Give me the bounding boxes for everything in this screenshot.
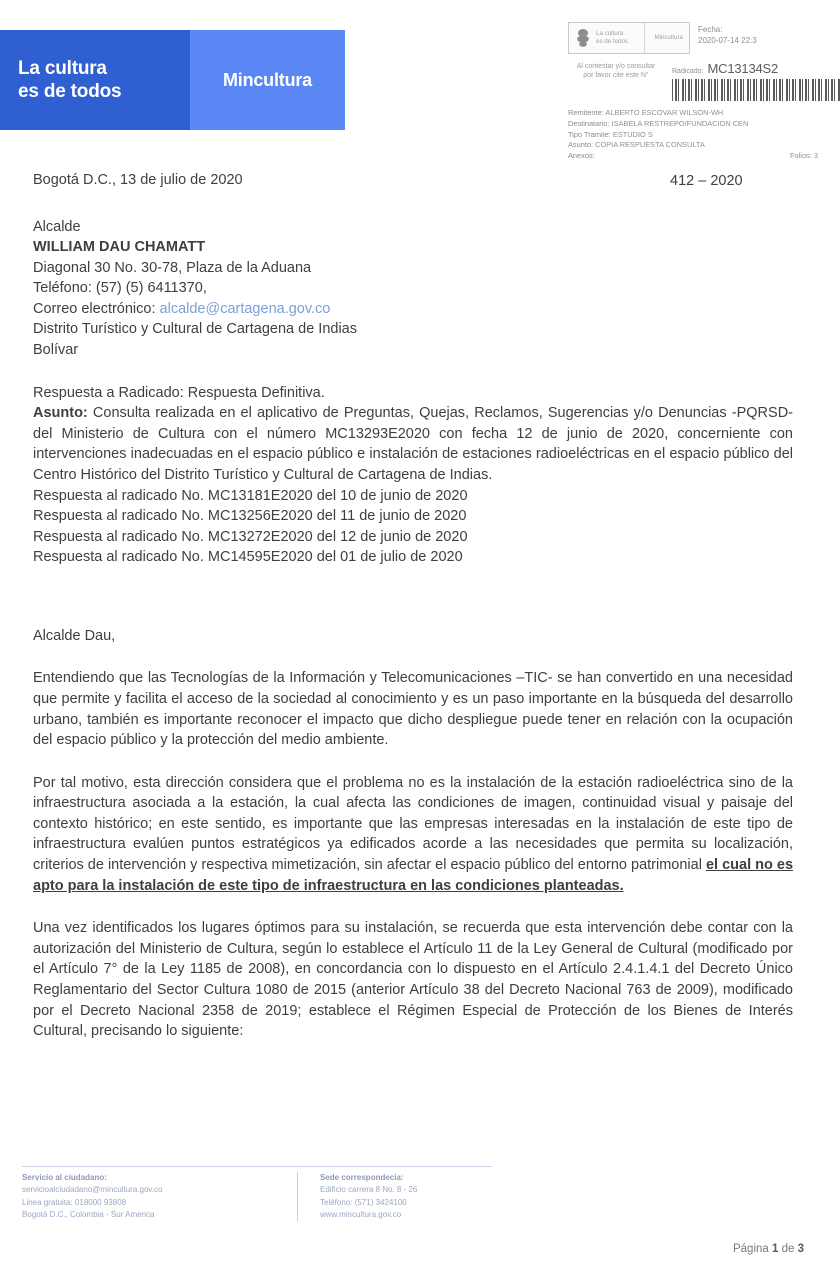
- stamp-date-block: [698, 22, 757, 47]
- stamp-date-value: 2020-07-14 22:3: [698, 35, 757, 45]
- addressee-block: [33, 217, 793, 361]
- stamp-folios-label: Folios:: [790, 151, 812, 161]
- addressee-name: WILLIAM DAU CHAMATT: [33, 239, 206, 256]
- stamp-asunto-label: Asunto:: [568, 140, 594, 150]
- reception-stamp: [568, 22, 840, 162]
- body-paragraph-1: Entendiendo que las Tecnologías de la Información y Telecomunicaciones –TIC- se han convertido en una necesidad que permite y facilita el acceso de la sociedad al conocimiento y es un paso importante en la búsqueda del desarrollo urbano, también es importante reconocer el impacto que dicho despliegue puede tener en relación con la ocupación del espacio público y la protección del medio ambiente.: [33, 670, 793, 749]
- stamp-note-line2: por favor cite este N°: [583, 72, 649, 80]
- letterhead-brand-block: [190, 30, 345, 130]
- footer-divider: [22, 1166, 492, 1167]
- stamp-destinatario-label: Destinatario:: [568, 118, 610, 128]
- letterhead-slogan-line1: La cultura: [18, 57, 107, 79]
- footer-correspondence: [297, 1172, 572, 1222]
- addressee-address: Diagonal 30 No. 30-78, Plaza de la Aduana: [33, 259, 312, 276]
- footer-correspondence-phone: Teléfono: (571) 3424100: [320, 1197, 407, 1207]
- response-type-line: Respuesta a Radicado: Respuesta Definitiva.: [33, 384, 325, 401]
- body-paragraph-2: [33, 773, 793, 896]
- letter-body: [33, 170, 793, 1042]
- stamp-middle-row: [568, 60, 840, 101]
- footer-citizen-service-heading: Servicio al ciudadano:: [22, 1173, 107, 1182]
- stamp-field-anexos-folios: [568, 151, 818, 162]
- stamp-remitente-value: ALBERTO ESCOVAR WILSON-WH: [605, 108, 724, 118]
- addressee-email-link[interactable]: alcalde@cartagena.gov.co: [159, 300, 331, 317]
- stamp-field-tipo-tramite: [568, 130, 840, 141]
- addressee-department: Bolívar: [33, 342, 79, 359]
- stamp-tipo-tramite-label: Tipo Tramite:: [568, 129, 611, 139]
- page-number-middle: de: [778, 1243, 798, 1255]
- stamp-note: [568, 60, 664, 80]
- city-and-date: Bogotá D.C., 13 de julio de 2020: [33, 172, 243, 188]
- stamp-radicado-block: [672, 60, 840, 101]
- radicado-response-item: Respuesta al radicado No. MC13181E2020 del 10 de junio de 2020: [33, 487, 468, 504]
- stamp-logo-line2: es de todos: [596, 38, 628, 45]
- subject-text: Consulta realizada en el aplicativo de Preguntas, Quejas, Reclamos, Sugerencias y/o Denuncias -PQRSD- del Ministerio de Cultura con el número MC13293E2020 con fecha 12 de junio de 2020, concerniente con intervenciones inadecuadas en el espacio público e instalación de estaciones radioeléctricas en el espacio público del Centro Histórico del Distrito Turístico y Cultural de Cartagena de Indias.: [33, 405, 793, 483]
- document-number: 412 – 2020: [670, 173, 743, 189]
- page-number-prefix: Página: [732, 1243, 772, 1255]
- footer-correspondence-address: Edificio carrera 8 No. 8 - 26: [320, 1185, 418, 1195]
- stamp-date-label: Fecha:: [698, 25, 723, 34]
- addressee-role: Alcalde: [33, 218, 81, 235]
- page-footer: [22, 1172, 582, 1222]
- stamp-top-row: [568, 22, 840, 54]
- body-paragraph-2-emphasis: el cual no es apto para la instalación de este tipo de infraestructura en las condiciones planteadas.: [33, 857, 794, 894]
- radicado-response-list: [33, 486, 793, 568]
- stamp-field-destinatario: [568, 119, 840, 130]
- subject-block: [33, 383, 793, 486]
- footer-correspondence-website[interactable]: www.mincultura.gov.co: [320, 1210, 402, 1220]
- stamp-note-line1: Al contestar y/o consultar: [576, 63, 656, 70]
- radicado-response-item: Respuesta al radicado No. MC14595E2020 del 01 de julio de 2020: [33, 549, 463, 566]
- stamp-tipo-tramite-value: ESTUDIO S: [612, 129, 653, 139]
- stamp-field-remitente: [568, 108, 840, 119]
- body-paragraph-2-text: Por tal motivo, esta dirección considera que el problema no es la instalación de la estación radioeléctrica sino de la infraestructura asociada a la estación, la cual afecta las condiciones de imagen, continuidad visual y paisaje del contexto histórico; en este sentido, es importante que las empresas interesadas en la instalación de este tipo de infraestructura evalúen puntos estratégicos ya edificados acorde a las necesidades que permita su localización, criterios de intervención y respectiva mimetización, sin afectar el espacio público del entorno patrimonial: [33, 774, 793, 874]
- stamp-destinatario-value: ISABELA RESTREPO/FUNDACION CEN: [611, 118, 749, 128]
- subject-label: Asunto:: [33, 405, 88, 422]
- radicado-response-item: Respuesta al radicado No. MC13256E2020 del 11 de junio de 2020: [33, 508, 467, 525]
- stamp-logo: [568, 22, 690, 54]
- page-number: [733, 1243, 804, 1255]
- body-paragraph-3: Una vez identificados los lugares óptimos para su instalación, se recuerda que esta intervención debe contar con la autorización del Ministerio de Cultura, según lo establece el Artículo 11 de la Ley General de Cultural (modificado por el Artículo 7° de la Ley 1185 de 2008), en concordancia con lo dispuesto en el Artículo 2.4.1.4.1 del Decreto Único Reglamentario del Sector Cultura 1080 de 2015 (anterior Artículo 38 del Decreto Nacional 763 de 2009), modificado por el Decreto Nacional 2358 de 2019; establece el Régimen Especial de Protección de los Bienes de Interés Cultural, precisando lo siguiente:: [33, 920, 793, 1040]
- addressee-email-row: [33, 299, 793, 320]
- stamp-logo-line1: La cultura: [596, 29, 624, 37]
- letterhead-logo: [0, 30, 345, 130]
- letterhead-brand: Mincultura: [222, 69, 312, 90]
- salutation: Alcalde Dau,: [33, 627, 116, 644]
- stamp-radicado-label: Radicado:: [672, 68, 704, 75]
- stamp-logo-brand: Mincultura: [644, 23, 689, 53]
- footer-citizen-service: [22, 1172, 297, 1222]
- stamp-asunto-value: COPIA RESPUESTA CONSULTA: [595, 140, 705, 150]
- letterhead-slogan-line2: es de todos: [18, 81, 122, 102]
- radicado-response-item: Respuesta al radicado No. MC13272E2020 del 12 de junio de 2020: [33, 528, 468, 545]
- page-number-total: 3: [797, 1243, 804, 1255]
- stamp-anexos-label: Anexos:: [568, 151, 595, 161]
- footer-citizen-service-phone: Linea gratuita: 018000 93808: [22, 1197, 127, 1207]
- footer-citizen-service-location: Bogotá D.C., Colombia - Sur America: [22, 1210, 155, 1220]
- page-number-current: 1: [772, 1243, 779, 1255]
- coat-of-arms-icon: [575, 28, 591, 48]
- subject-paragraph: [33, 403, 793, 485]
- letterhead-slogan: [18, 57, 121, 103]
- stamp-folios: [790, 151, 818, 162]
- footer-correspondence-heading: Sede correspondecia:: [320, 1173, 404, 1182]
- letterhead-slogan-block: [0, 30, 190, 130]
- addressee-email-label: Correo electrónico:: [33, 300, 160, 317]
- addressee-phone: Teléfono: (57) (5) 6411370,: [33, 280, 207, 297]
- stamp-logo-slogan: [596, 30, 644, 47]
- footer-citizen-service-email[interactable]: servicioalciudadano@mincultura.gov.co: [22, 1185, 163, 1195]
- stamp-radicado-value: MC13134S2: [707, 61, 778, 76]
- stamp-remitente-label: Remitente:: [568, 108, 604, 118]
- addressee-entity: Distrito Turístico y Cultural de Cartagena de Indias: [33, 321, 357, 338]
- barcode-image: [672, 79, 840, 101]
- stamp-field-asunto: [568, 140, 840, 151]
- stamp-folios-value: 3: [813, 151, 818, 161]
- stamp-fields: [568, 108, 840, 162]
- stamp-radicado-line: [672, 60, 840, 77]
